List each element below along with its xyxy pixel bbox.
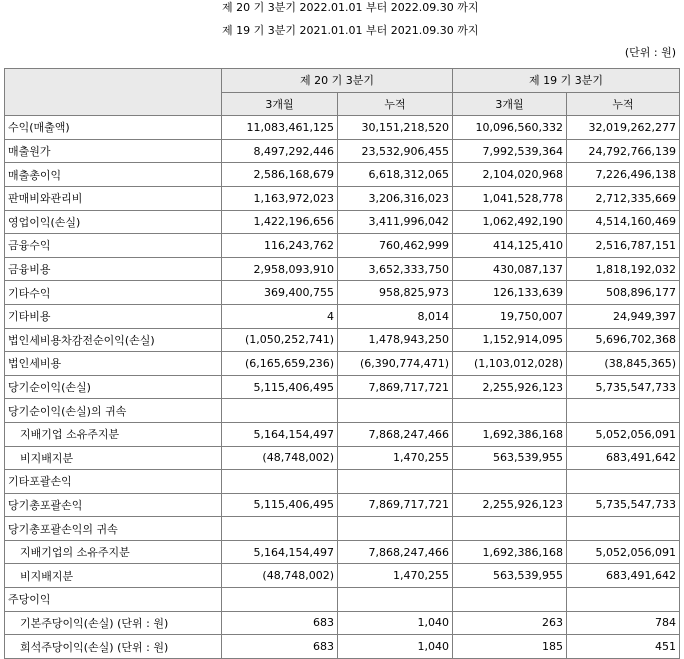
row-label: 판매비와관리비 [5, 186, 222, 210]
header-period-prior: 제 19 기 3분기 [453, 69, 680, 93]
row-label: 희석주당이익(손실) (단위 : 원) [5, 635, 222, 659]
row-value: 563,539,955 [453, 446, 567, 470]
table-row [5, 375, 680, 399]
row-value [453, 588, 567, 612]
row-value: 683 [222, 611, 338, 635]
row-value: 414,125,410 [453, 234, 567, 258]
row-label: 기타포괄손익 [5, 470, 222, 494]
table-row [5, 422, 680, 446]
row-value: 7,868,247,466 [338, 422, 453, 446]
header-sub-prior-3m: 3개월 [453, 92, 567, 116]
row-value: 2,516,787,151 [567, 234, 680, 258]
row-label: 영업이익(손실) [5, 210, 222, 234]
row-value: (1,050,252,741) [222, 328, 338, 352]
row-label: 금융비용 [5, 257, 222, 281]
table-row [5, 234, 680, 258]
row-value: (6,390,774,471) [338, 352, 453, 376]
row-label: 당기총포괄손익의 귀속 [5, 517, 222, 541]
row-value: 2,712,335,669 [567, 186, 680, 210]
row-value: 185 [453, 635, 567, 659]
table-row [5, 304, 680, 328]
row-value: (1,103,012,028) [453, 352, 567, 376]
row-value: 10,096,560,332 [453, 116, 567, 140]
row-value: 23,532,906,455 [338, 139, 453, 163]
table-row [5, 163, 680, 187]
row-value: 7,869,717,721 [338, 375, 453, 399]
row-value: 24,949,397 [567, 304, 680, 328]
row-value: 5,052,056,091 [567, 422, 680, 446]
row-value [338, 588, 453, 612]
row-value: 7,226,496,138 [567, 163, 680, 187]
unit-label: (단위 : 원) [624, 46, 676, 59]
row-value: 19,750,007 [453, 304, 567, 328]
row-value: 508,896,177 [567, 281, 680, 305]
table-row [5, 446, 680, 470]
table-row [5, 328, 680, 352]
row-value: 760,462,999 [338, 234, 453, 258]
period-header-prior: 제 19 기 3분기 2021.01.01 부터 2021.09.30 까지 [222, 24, 479, 37]
row-value: (48,748,002) [222, 446, 338, 470]
row-value [453, 399, 567, 423]
row-value: 683,491,642 [567, 446, 680, 470]
row-value: (48,748,002) [222, 564, 338, 588]
row-label: 법인세비용 [5, 352, 222, 376]
row-value: 6,618,312,065 [338, 163, 453, 187]
row-value: 5,696,702,368 [567, 328, 680, 352]
row-value [222, 588, 338, 612]
row-value: 430,087,137 [453, 257, 567, 281]
row-value: 1,041,528,778 [453, 186, 567, 210]
row-value: 958,825,973 [338, 281, 453, 305]
row-value: 7,868,247,466 [338, 540, 453, 564]
header-blank-cell [5, 69, 222, 116]
row-value: 5,735,547,733 [567, 375, 680, 399]
row-value: 563,539,955 [453, 564, 567, 588]
row-value: 24,792,766,139 [567, 139, 680, 163]
row-value [222, 399, 338, 423]
table-row [5, 210, 680, 234]
row-label: 비지배지분 [5, 446, 222, 470]
table-row [5, 116, 680, 140]
period-header-current: 제 20 기 3분기 2022.01.01 부터 2022.09.30 까지 [222, 1, 479, 14]
row-value: 683,491,642 [567, 564, 680, 588]
row-value [222, 470, 338, 494]
table-row [5, 281, 680, 305]
row-value: 1,478,943,250 [338, 328, 453, 352]
row-label: 비지배지분 [5, 564, 222, 588]
row-value: 451 [567, 635, 680, 659]
table-row [5, 493, 680, 517]
row-label: 법인세비용차감전순이익(손실) [5, 328, 222, 352]
table-row [5, 588, 680, 612]
row-value: 2,958,093,910 [222, 257, 338, 281]
row-value: 3,206,316,023 [338, 186, 453, 210]
row-value [222, 517, 338, 541]
row-value: 1,818,192,032 [567, 257, 680, 281]
row-value: 1,470,255 [338, 564, 453, 588]
income-statement-table [4, 68, 680, 659]
row-value: 7,869,717,721 [338, 493, 453, 517]
header-period-current: 제 20 기 3분기 [222, 69, 453, 93]
row-value: 369,400,755 [222, 281, 338, 305]
row-label: 매출총이익 [5, 163, 222, 187]
table-row [5, 186, 680, 210]
table-row [5, 399, 680, 423]
row-value: 5,052,056,091 [567, 540, 680, 564]
header-sub-current-cum: 누적 [338, 92, 453, 116]
row-value: 126,133,639 [453, 281, 567, 305]
row-value: 1,422,196,656 [222, 210, 338, 234]
row-value: 4,514,160,469 [567, 210, 680, 234]
row-value: 683 [222, 635, 338, 659]
row-value: 5,735,547,733 [567, 493, 680, 517]
row-value [338, 517, 453, 541]
row-value [567, 399, 680, 423]
header-sub-prior-cum: 누적 [567, 92, 680, 116]
row-value: 2,586,168,679 [222, 163, 338, 187]
row-value [453, 470, 567, 494]
row-value: 1,470,255 [338, 446, 453, 470]
table-row [5, 470, 680, 494]
row-label: 당기총포괄손익 [5, 493, 222, 517]
row-value: 8,497,292,446 [222, 139, 338, 163]
row-label: 기타비용 [5, 304, 222, 328]
row-label: 주당이익 [5, 588, 222, 612]
row-value: 784 [567, 611, 680, 635]
row-value: 116,243,762 [222, 234, 338, 258]
table-row [5, 635, 680, 659]
row-label: 기타수익 [5, 281, 222, 305]
row-label: 당기순이익(손실)의 귀속 [5, 399, 222, 423]
row-value: 32,019,262,277 [567, 116, 680, 140]
row-value: 5,115,406,495 [222, 493, 338, 517]
row-value: 1,152,914,095 [453, 328, 567, 352]
row-value [567, 517, 680, 541]
row-value: 1,163,972,023 [222, 186, 338, 210]
row-value: 3,652,333,750 [338, 257, 453, 281]
header-row-periods [5, 69, 680, 93]
row-label: 지배기업의 소유주지분 [5, 540, 222, 564]
row-value: 11,083,461,125 [222, 116, 338, 140]
row-value: (6,165,659,236) [222, 352, 338, 376]
row-value: 2,104,020,968 [453, 163, 567, 187]
table-row [5, 611, 680, 635]
table-row [5, 540, 680, 564]
row-value: 1,062,492,190 [453, 210, 567, 234]
table-row [5, 564, 680, 588]
row-value: 2,255,926,123 [453, 375, 567, 399]
row-value: 3,411,996,042 [338, 210, 453, 234]
row-label: 지배기업 소유주지분 [5, 422, 222, 446]
row-value: 30,151,218,520 [338, 116, 453, 140]
row-label: 금융수익 [5, 234, 222, 258]
row-value: 1,040 [338, 611, 453, 635]
table-row [5, 352, 680, 376]
row-value: 1,692,386,168 [453, 540, 567, 564]
row-label: 매출원가 [5, 139, 222, 163]
row-value: 8,014 [338, 304, 453, 328]
header-sub-current-3m: 3개월 [222, 92, 338, 116]
row-value: 7,992,539,364 [453, 139, 567, 163]
row-value: 4 [222, 304, 338, 328]
row-value: 5,164,154,497 [222, 540, 338, 564]
row-value: (38,845,365) [567, 352, 680, 376]
row-value [453, 517, 567, 541]
row-label: 당기순이익(손실) [5, 375, 222, 399]
row-value: 1,692,386,168 [453, 422, 567, 446]
table-row [5, 257, 680, 281]
table-row [5, 517, 680, 541]
row-value: 5,115,406,495 [222, 375, 338, 399]
row-value: 1,040 [338, 635, 453, 659]
row-value [338, 470, 453, 494]
row-value [567, 588, 680, 612]
row-value: 5,164,154,497 [222, 422, 338, 446]
row-label: 수익(매출액) [5, 116, 222, 140]
row-value [567, 470, 680, 494]
row-value: 263 [453, 611, 567, 635]
row-value: 2,255,926,123 [453, 493, 567, 517]
row-value [338, 399, 453, 423]
row-label: 기본주당이익(손실) (단위 : 원) [5, 611, 222, 635]
table-row [5, 139, 680, 163]
